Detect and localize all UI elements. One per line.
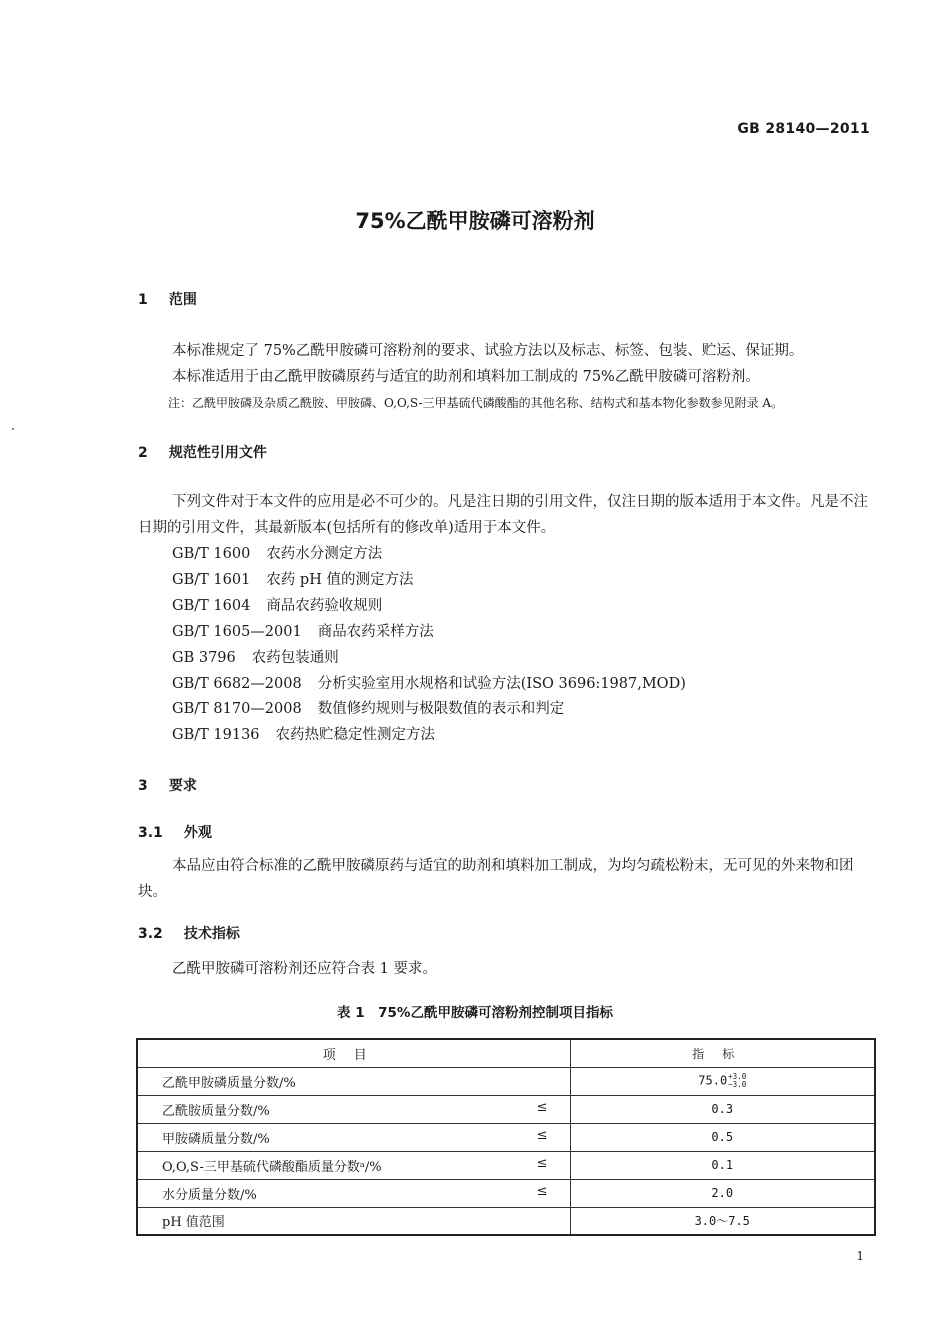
row-operator: ≤ xyxy=(536,1127,548,1143)
tolerance-minus: −3.0 xyxy=(728,1080,747,1089)
reference-title: 农药水分测定方法 xyxy=(266,546,383,562)
table-row xyxy=(137,1123,875,1151)
tolerance-plus: +3.0 xyxy=(728,1072,747,1081)
scope-note: 注：乙酰甲胺磷及杂质乙酰胺、甲胺磷、O,O,S-三甲基硫代磷酸酯的其他名称、结构式和基本物化参数参见附录 A。 xyxy=(168,396,784,410)
reference-code: GB/T 1600 xyxy=(172,546,251,562)
scope-paragraph-2: 本标准适用于由乙酰甲胺磷原药与适宜的助剂和填料加工制成的 75%乙酰甲胺磷可溶粉剂。 xyxy=(172,369,760,385)
row-item: pH 值范围 xyxy=(162,1215,225,1231)
row-item: 水分质量分数/% xyxy=(162,1187,257,1203)
table-header-value: 指标 xyxy=(570,1039,875,1067)
technical-paragraph: 乙酰甲胺磷可溶粉剂还应符合表 1 要求。 xyxy=(172,961,437,977)
reference-code: GB/T 6682—2008 xyxy=(172,676,302,692)
reference-item xyxy=(172,594,382,615)
reference-item xyxy=(172,620,434,641)
reference-item xyxy=(172,723,435,744)
section-title: 规范性引用文件 xyxy=(168,445,267,461)
section-title: 技术指标 xyxy=(183,926,240,942)
table-row xyxy=(137,1207,875,1235)
standard-code: GB 28140—2011 xyxy=(737,121,870,137)
section-number: 3.1 xyxy=(138,825,163,841)
row-operator: ≤ xyxy=(536,1183,548,1199)
reference-code: GB/T 1605—2001 xyxy=(172,624,302,640)
page-number: 1 xyxy=(856,1249,864,1263)
row-item: 乙酰甲胺磷质量分数/% xyxy=(162,1075,296,1091)
reference-title: 农药热贮稳定性测定方法 xyxy=(275,727,436,743)
reference-title: 商品农药采样方法 xyxy=(317,624,434,640)
reference-code: GB/T 1604 xyxy=(172,598,251,614)
table-header-row xyxy=(137,1039,875,1067)
reference-item xyxy=(172,568,413,589)
section-1-heading xyxy=(138,289,197,309)
reference-title: 农药包装通则 xyxy=(251,650,339,666)
section-3-heading xyxy=(138,775,197,795)
reference-title: 农药 pH 值的测定方法 xyxy=(266,572,414,588)
row-item: O,O,S-三甲基硫代磷酸酯质量分数ᵃ/% xyxy=(162,1159,382,1175)
table-header-item: 项目 xyxy=(137,1039,570,1067)
appearance-paragraph: 本品应由符合标准的乙酰甲胺磷原药与适宜的助剂和填料加工制成，为均匀疏松粉末，无可见的外来物和团块。 xyxy=(138,858,854,900)
table-caption: 表 1 75%乙酰甲胺磷可溶粉剂控制项目指标 xyxy=(337,1005,613,1021)
table-row xyxy=(137,1067,875,1095)
reference-item xyxy=(172,646,339,667)
section-number: 2 xyxy=(138,445,148,461)
document-title: 75%乙酰甲胺磷可溶粉剂 xyxy=(355,209,595,233)
spec-table xyxy=(136,1038,876,1236)
row-item: 甲胺磷质量分数/% xyxy=(162,1131,270,1147)
section-title: 范围 xyxy=(168,292,197,308)
reference-title: 分析实验室用水规格和试验方法(ISO 3696:1987,MOD) xyxy=(317,676,686,692)
section-2-heading xyxy=(138,442,267,462)
reference-code: GB 3796 xyxy=(172,650,236,666)
section-number: 3 xyxy=(138,778,148,794)
reference-title: 商品农药验收规则 xyxy=(266,598,383,614)
table-row xyxy=(137,1095,875,1123)
section-number: 3.2 xyxy=(138,926,163,942)
reference-code: GB/T 19136 xyxy=(172,727,260,743)
reference-item xyxy=(172,697,564,718)
scope-paragraph-1: 本标准规定了 75%乙酰甲胺磷可溶粉剂的要求、试验方法以及标志、标签、包装、贮运、保证期。 xyxy=(172,343,804,359)
reference-title: 数值修约规则与极限数值的表示和判定 xyxy=(317,701,565,717)
reference-code: GB/T 1601 xyxy=(172,572,251,588)
section-number: 1 xyxy=(138,292,148,308)
reference-code: GB/T 8170—2008 xyxy=(172,701,302,717)
section-title: 外观 xyxy=(183,825,212,841)
refs-intro: 下列文件对于本文件的应用是必不可少的。凡是注日期的引用文件，仅注日期的版本适用于本文件。凡是不注日期的引用文件，其最新版本(包括所有的修改单)适用于本文件。 xyxy=(138,494,868,536)
row-tolerance xyxy=(728,1073,746,1089)
row-value: 2.0 xyxy=(570,1179,875,1207)
table-row xyxy=(137,1151,875,1179)
row-operator: ≤ xyxy=(536,1099,548,1115)
row-item: 乙酰胺质量分数/% xyxy=(162,1103,270,1119)
row-operator: ≤ xyxy=(536,1155,548,1171)
table-row xyxy=(137,1179,875,1207)
row-value: 75.0 xyxy=(698,1073,728,1088)
reference-item xyxy=(172,542,382,563)
section-3-1-heading xyxy=(138,822,212,842)
reference-item xyxy=(172,672,686,693)
row-value: 0.3 xyxy=(570,1095,875,1123)
section-3-2-heading xyxy=(138,923,240,943)
row-value: 0.5 xyxy=(570,1123,875,1151)
row-value: 0.1 xyxy=(570,1151,875,1179)
section-title: 要求 xyxy=(168,778,197,794)
row-value: 3.0～7.5 xyxy=(570,1207,875,1235)
scan-artifact xyxy=(12,428,14,430)
